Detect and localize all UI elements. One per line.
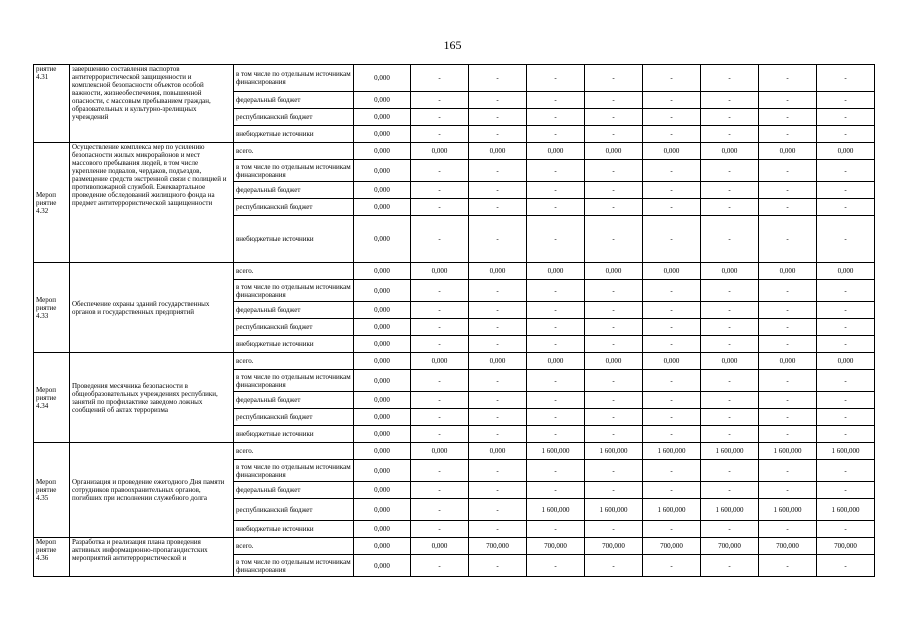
year-amount: -	[585, 280, 643, 302]
year-amount: -	[469, 392, 527, 409]
year-amount: -	[701, 392, 759, 409]
year-amount: 0,000	[759, 143, 817, 160]
year-amount: -	[585, 65, 643, 92]
year-amount: -	[411, 92, 469, 109]
year-amount: 0,000	[411, 353, 469, 370]
total-amount: 0,000	[354, 370, 411, 392]
year-amount: 700,000	[469, 538, 527, 555]
year-amount: 0,000	[411, 443, 469, 460]
year-amount: 1 600,000	[643, 499, 701, 521]
year-amount: -	[643, 216, 701, 263]
year-amount: -	[817, 426, 875, 443]
total-amount: 0,000	[354, 409, 411, 426]
year-amount: -	[411, 65, 469, 92]
year-amount: 1 600,000	[817, 443, 875, 460]
year-amount: -	[469, 182, 527, 199]
measure-number: Мероп риятие 4.32	[34, 143, 70, 263]
year-amount: -	[643, 92, 701, 109]
year-amount: -	[585, 160, 643, 182]
year-amount: 0,000	[817, 143, 875, 160]
year-amount: 1 600,000	[527, 443, 585, 460]
year-amount: -	[411, 319, 469, 336]
total-amount: 0,000	[354, 336, 411, 353]
year-amount: -	[411, 199, 469, 216]
page-number: 165	[443, 38, 462, 52]
year-amount: -	[411, 302, 469, 319]
year-amount: -	[527, 336, 585, 353]
measure-number: Мероп риятие 4.34	[34, 353, 70, 443]
year-amount: -	[469, 426, 527, 443]
funding-source: республиканский бюджет	[234, 109, 354, 126]
year-amount: -	[817, 92, 875, 109]
year-amount: -	[527, 319, 585, 336]
year-amount: -	[643, 482, 701, 499]
year-amount: -	[701, 160, 759, 182]
year-amount: -	[701, 426, 759, 443]
year-amount: -	[759, 126, 817, 143]
year-amount: -	[817, 370, 875, 392]
year-amount: -	[469, 109, 527, 126]
funding-source: в том числе по отдельным источникам финансирования	[234, 65, 354, 92]
year-amount: -	[585, 199, 643, 216]
funding-source: всего.	[234, 353, 354, 370]
year-amount: -	[469, 521, 527, 538]
total-amount: 0,000	[354, 65, 411, 92]
year-amount: -	[527, 555, 585, 577]
table-row	[34, 538, 875, 555]
year-amount: -	[759, 182, 817, 199]
total-amount: 0,000	[354, 302, 411, 319]
year-amount: -	[817, 392, 875, 409]
year-amount: -	[411, 160, 469, 182]
year-amount: 1 600,000	[701, 443, 759, 460]
total-amount: 0,000	[354, 538, 411, 555]
year-amount: -	[643, 370, 701, 392]
budget-table	[33, 64, 875, 577]
year-amount: -	[759, 280, 817, 302]
total-amount: 0,000	[354, 199, 411, 216]
year-amount: -	[701, 555, 759, 577]
year-amount: 700,000	[759, 538, 817, 555]
year-amount: -	[469, 499, 527, 521]
year-amount: -	[469, 460, 527, 482]
funding-source: в том числе по отдельным источникам финансирования	[234, 555, 354, 577]
total-amount: 0,000	[354, 160, 411, 182]
funding-source: федеральный бюджет	[234, 392, 354, 409]
total-amount: 0,000	[354, 426, 411, 443]
total-amount: 0,000	[354, 216, 411, 263]
measure-description: Организация и проведение ежегодного Дня памяти сотрудников правоохранительных органов, погибших при исполнении служебного долга	[70, 443, 234, 538]
year-amount: -	[411, 392, 469, 409]
total-amount: 0,000	[354, 482, 411, 499]
year-amount: -	[585, 482, 643, 499]
year-amount: -	[701, 319, 759, 336]
year-amount: 0,000	[759, 353, 817, 370]
year-amount: -	[759, 460, 817, 482]
year-amount: -	[411, 460, 469, 482]
measure-description: Обеспечение охраны зданий государственных органов и государственных предприятий	[70, 263, 234, 353]
year-amount: 0,000	[643, 263, 701, 280]
year-amount: 0,000	[701, 143, 759, 160]
year-amount: -	[701, 280, 759, 302]
year-amount: -	[643, 319, 701, 336]
year-amount: -	[643, 65, 701, 92]
year-amount: -	[817, 482, 875, 499]
year-amount: 0,000	[469, 143, 527, 160]
year-amount: -	[527, 460, 585, 482]
year-amount: -	[469, 199, 527, 216]
total-amount: 0,000	[354, 555, 411, 577]
funding-source: всего.	[234, 143, 354, 160]
measure-description: Осуществление комплекса мер по усилению безопасности жилых микрорайонов и мест массового пребывания людей, в том числе укрепление подвалов, чердаков, подъездов, размещение средств экстренной связи с полицией и противопожарной службой. Ежеквартальное проведение обследований жилищного фонда на предмет антитеррористической защищенности	[70, 143, 234, 263]
year-amount: -	[643, 109, 701, 126]
measure-number: риятие 4.31	[34, 65, 70, 143]
year-amount: -	[817, 319, 875, 336]
year-amount: -	[759, 216, 817, 263]
year-amount: 0,000	[817, 353, 875, 370]
year-amount: -	[817, 109, 875, 126]
year-amount: -	[469, 555, 527, 577]
total-amount: 0,000	[354, 499, 411, 521]
table-row	[34, 353, 875, 370]
year-amount: -	[643, 199, 701, 216]
measure-description: Проведения месячника безопасности в общеобразовательных учреждениях республики, занятий по профилактике заведомо ложных сообщений об актах терроризма	[70, 353, 234, 443]
year-amount: 0,000	[585, 353, 643, 370]
year-amount: 0,000	[411, 263, 469, 280]
year-amount: -	[585, 302, 643, 319]
year-amount: -	[469, 482, 527, 499]
year-amount: -	[585, 426, 643, 443]
year-amount: 700,000	[701, 538, 759, 555]
year-amount: -	[469, 216, 527, 263]
funding-source: всего.	[234, 263, 354, 280]
year-amount: -	[701, 521, 759, 538]
year-amount: -	[585, 92, 643, 109]
funding-source: федеральный бюджет	[234, 482, 354, 499]
year-amount: -	[527, 482, 585, 499]
year-amount: 700,000	[643, 538, 701, 555]
year-amount: -	[411, 521, 469, 538]
year-amount: -	[469, 280, 527, 302]
year-amount: 1 600,000	[701, 499, 759, 521]
year-amount: -	[759, 336, 817, 353]
table-row	[34, 443, 875, 460]
year-amount: -	[759, 199, 817, 216]
measure-description: Разработка и реализация плана проведения активных информационно-пропагандистских мероприятий антитеррористической и	[70, 538, 234, 577]
year-amount: -	[759, 92, 817, 109]
year-amount: -	[643, 126, 701, 143]
year-amount: -	[759, 555, 817, 577]
year-amount: -	[643, 336, 701, 353]
funding-source: федеральный бюджет	[234, 182, 354, 199]
total-amount: 0,000	[354, 143, 411, 160]
funding-source: в том числе по отдельным источникам финансирования	[234, 160, 354, 182]
year-amount: -	[759, 482, 817, 499]
measure-description: завершению составления паспортов антитеррористической защищенности и комплексной безопасности объектов особой важности, жизнеобеспечения, повышенной опасности, с массовым пребыванием граждан, образовательных и культурно-зрелищных учреждений	[70, 65, 234, 143]
year-amount: -	[585, 182, 643, 199]
year-amount: 0,000	[411, 143, 469, 160]
total-amount: 0,000	[354, 392, 411, 409]
year-amount: -	[411, 336, 469, 353]
year-amount: 0,000	[527, 263, 585, 280]
year-amount: -	[585, 521, 643, 538]
year-amount: -	[701, 182, 759, 199]
year-amount: -	[527, 126, 585, 143]
year-amount: -	[701, 92, 759, 109]
funding-source: республиканский бюджет	[234, 319, 354, 336]
year-amount: -	[585, 392, 643, 409]
year-amount: -	[585, 555, 643, 577]
funding-source: всего.	[234, 443, 354, 460]
year-amount: -	[469, 336, 527, 353]
year-amount: -	[585, 216, 643, 263]
funding-source: внебюджетные источники	[234, 426, 354, 443]
year-amount: -	[759, 319, 817, 336]
year-amount: -	[411, 555, 469, 577]
year-amount: -	[701, 370, 759, 392]
table-row	[34, 263, 875, 280]
year-amount: -	[527, 109, 585, 126]
year-amount: 0,000	[643, 353, 701, 370]
year-amount: 1 600,000	[759, 443, 817, 460]
year-amount: -	[527, 521, 585, 538]
year-amount: 1 600,000	[527, 499, 585, 521]
year-amount: -	[817, 65, 875, 92]
year-amount: -	[759, 160, 817, 182]
total-amount: 0,000	[354, 92, 411, 109]
year-amount: -	[701, 336, 759, 353]
year-amount: -	[411, 426, 469, 443]
year-amount: 0,000	[585, 143, 643, 160]
funding-source: в том числе по отдельным источникам финансирования	[234, 370, 354, 392]
year-amount: 0,000	[643, 143, 701, 160]
year-amount: -	[701, 482, 759, 499]
year-amount: -	[469, 409, 527, 426]
measure-number: Мероп риятие 4.33	[34, 263, 70, 353]
total-amount: 0,000	[354, 182, 411, 199]
year-amount: -	[527, 409, 585, 426]
year-amount: -	[701, 302, 759, 319]
year-amount: -	[701, 460, 759, 482]
year-amount: -	[527, 392, 585, 409]
year-amount: 0,000	[585, 263, 643, 280]
year-amount: -	[527, 216, 585, 263]
total-amount: 0,000	[354, 521, 411, 538]
year-amount: 0,000	[411, 538, 469, 555]
year-amount: -	[817, 160, 875, 182]
year-amount: -	[527, 199, 585, 216]
year-amount: -	[643, 555, 701, 577]
year-amount: -	[759, 370, 817, 392]
year-amount: 1 600,000	[759, 499, 817, 521]
table-row	[34, 65, 875, 92]
year-amount: -	[585, 109, 643, 126]
year-amount: -	[759, 302, 817, 319]
year-amount: -	[817, 555, 875, 577]
year-amount: -	[411, 280, 469, 302]
year-amount: -	[759, 426, 817, 443]
total-amount: 0,000	[354, 280, 411, 302]
year-amount: -	[817, 302, 875, 319]
year-amount: 0,000	[701, 353, 759, 370]
year-amount: -	[469, 319, 527, 336]
funding-source: федеральный бюджет	[234, 92, 354, 109]
year-amount: 700,000	[527, 538, 585, 555]
year-amount: -	[527, 182, 585, 199]
year-amount: -	[411, 216, 469, 263]
year-amount: 0,000	[469, 443, 527, 460]
year-amount: -	[643, 460, 701, 482]
year-amount: -	[817, 409, 875, 426]
year-amount: 0,000	[527, 143, 585, 160]
funding-source: всего.	[234, 538, 354, 555]
funding-source: внебюджетные источники	[234, 216, 354, 263]
year-amount: -	[701, 109, 759, 126]
measure-number: Мероп риятие 4.35	[34, 443, 70, 538]
year-amount: -	[585, 336, 643, 353]
year-amount: -	[701, 216, 759, 263]
year-amount: -	[527, 160, 585, 182]
year-amount: 0,000	[701, 263, 759, 280]
year-amount: -	[643, 182, 701, 199]
year-amount: -	[701, 126, 759, 143]
year-amount: -	[469, 370, 527, 392]
year-amount: -	[469, 65, 527, 92]
year-amount: -	[585, 409, 643, 426]
year-amount: -	[411, 482, 469, 499]
year-amount: 700,000	[817, 538, 875, 555]
year-amount: -	[411, 409, 469, 426]
total-amount: 0,000	[354, 126, 411, 143]
year-amount: -	[411, 370, 469, 392]
year-amount: 0,000	[527, 353, 585, 370]
year-amount: -	[817, 460, 875, 482]
funding-source: в том числе по отдельным источникам финансирования	[234, 460, 354, 482]
year-amount: -	[585, 460, 643, 482]
year-amount: -	[759, 392, 817, 409]
year-amount: -	[527, 280, 585, 302]
year-amount: -	[817, 280, 875, 302]
year-amount: -	[527, 92, 585, 109]
funding-source: внебюджетные источники	[234, 336, 354, 353]
year-amount: -	[527, 426, 585, 443]
year-amount: -	[759, 65, 817, 92]
year-amount: -	[759, 109, 817, 126]
year-amount: 700,000	[585, 538, 643, 555]
year-amount: -	[759, 521, 817, 538]
year-amount: -	[817, 182, 875, 199]
year-amount: 1 600,000	[585, 499, 643, 521]
year-amount: -	[411, 126, 469, 143]
year-amount: -	[701, 199, 759, 216]
year-amount: -	[817, 521, 875, 538]
total-amount: 0,000	[354, 263, 411, 280]
year-amount: -	[643, 302, 701, 319]
year-amount: -	[759, 409, 817, 426]
funding-source: республиканский бюджет	[234, 409, 354, 426]
year-amount: -	[469, 92, 527, 109]
year-amount: -	[817, 336, 875, 353]
year-amount: -	[817, 216, 875, 263]
year-amount: -	[469, 160, 527, 182]
year-amount: 0,000	[817, 263, 875, 280]
funding-source: республиканский бюджет	[234, 199, 354, 216]
funding-source: внебюджетные источники	[234, 126, 354, 143]
year-amount: -	[469, 302, 527, 319]
year-amount: 0,000	[469, 263, 527, 280]
year-amount: -	[585, 319, 643, 336]
year-amount: 1 600,000	[817, 499, 875, 521]
funding-source: в том числе по отдельным источникам финансирования	[234, 280, 354, 302]
year-amount: -	[411, 182, 469, 199]
year-amount: 0,000	[469, 353, 527, 370]
year-amount: 1 600,000	[585, 443, 643, 460]
total-amount: 0,000	[354, 109, 411, 126]
year-amount: 0,000	[759, 263, 817, 280]
year-amount: -	[527, 65, 585, 92]
year-amount: -	[643, 521, 701, 538]
total-amount: 0,000	[354, 460, 411, 482]
year-amount: -	[817, 126, 875, 143]
funding-source: республиканский бюджет	[234, 499, 354, 521]
year-amount: -	[527, 370, 585, 392]
year-amount: -	[469, 126, 527, 143]
year-amount: 1 600,000	[643, 443, 701, 460]
total-amount: 0,000	[354, 353, 411, 370]
year-amount: -	[643, 392, 701, 409]
table-row	[34, 143, 875, 160]
year-amount: -	[411, 109, 469, 126]
year-amount: -	[411, 499, 469, 521]
funding-source: федеральный бюджет	[234, 302, 354, 319]
year-amount: -	[527, 302, 585, 319]
year-amount: -	[701, 65, 759, 92]
year-amount: -	[643, 409, 701, 426]
year-amount: -	[643, 426, 701, 443]
total-amount: 0,000	[354, 319, 411, 336]
year-amount: -	[585, 126, 643, 143]
funding-source: внебюджетные источники	[234, 521, 354, 538]
year-amount: -	[701, 409, 759, 426]
year-amount: -	[643, 280, 701, 302]
year-amount: -	[585, 370, 643, 392]
year-amount: -	[643, 160, 701, 182]
total-amount: 0,000	[354, 443, 411, 460]
measure-number: Мероп риятие 4.36	[34, 538, 70, 577]
year-amount: -	[817, 199, 875, 216]
